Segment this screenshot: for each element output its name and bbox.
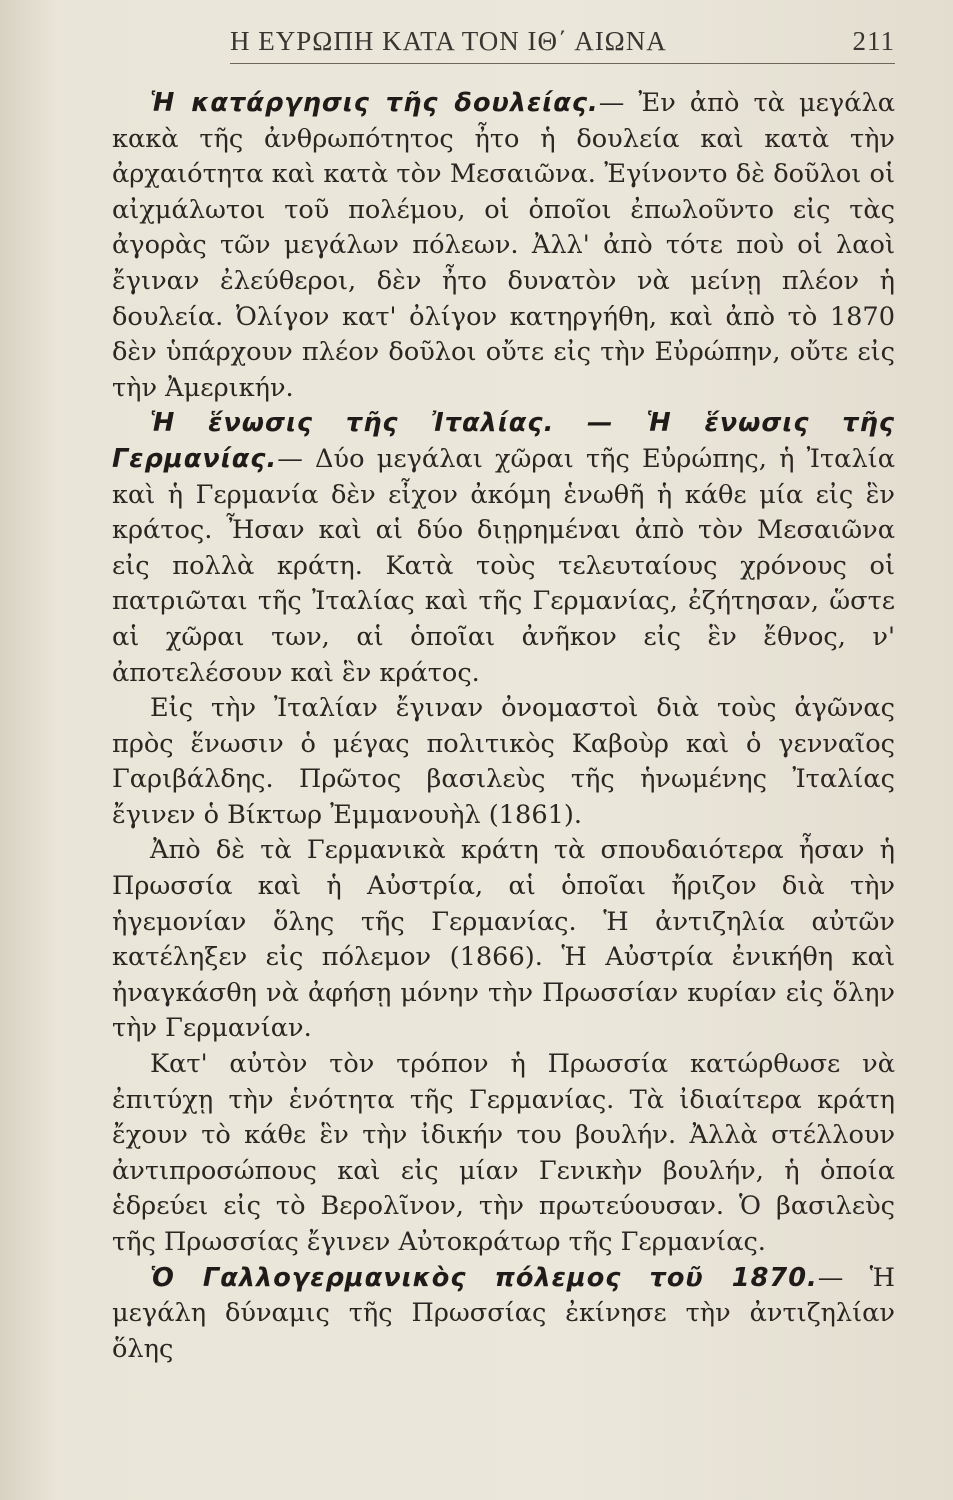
section-paragraph [112, 1261, 895, 1368]
running-header [230, 26, 895, 64]
paragraph: Εἰς τὴν Ἰταλίαν ἔγιναν ὀνομαστοὶ διὰ τοὺς ἀγῶνας πρὸς ἕνωσιν ὁ μέγας πολιτικὸς Καβοὺρ καὶ ὁ γενναῖος Γαριβάλδης. Πρῶτος βασιλεὺς τῆς ἡνωμένης Ἰταλίας ἔγινεν ὁ Βίκτωρ Ἐμμανουὴλ (1861). [112, 693, 895, 830]
section-text: — Ἐν ἀπὸ τὰ μεγάλα κακὰ τῆς ἀνθρωπότητος ἦτο ἡ δουλεία καὶ κατὰ τὴν ἀρχαιότητα καὶ κατὰ τὸν Μεσαιῶνα. Ἐγίνοντο δὲ δοῦλοι οἱ αἰχμάλωτοι τοῦ πολέμου, οἱ ὁποῖοι ἐπωλοῦντο εἰς τὰς ἀγορὰς τῶν μεγάλων πόλεων. Ἀλλ' ἀπὸ τότε ποὺ οἱ λαοὶ ἔγιναν ἐλεύθεροι, δὲν ἦτο δυνατὸν νὰ μείνῃ πλέον ἡ δουλεία. Ὀλίγον κατ' ὀλίγον κατηργήθη, καὶ ἀπὸ τὸ 1870 δὲν ὑπάρχουν πλέον δοῦλοι οὔτε εἰς τὴν Εὐρώπην, οὔτε εἰς τὴν Ἀμερικήν. [112, 88, 895, 403]
paragraph: Κατ' αὐτὸν τὸν τρόπον ἡ Πρωσσία κατώρθωσε νὰ ἐπιτύχῃ τὴν ἑνότητα τῆς Γερμανίας. Τὰ ἰδιαίτερα κράτη ἔχουν τὸ κάθε ἓν τὴν ἰδικήν του βουλήν. Ἀλλὰ στέλλουν ἀντιπροσώπους καὶ εἰς μίαν Γενικὴν βουλήν, ἡ ὁποία ἑδρεύει εἰς τὸ Βερολῖνον, τὴν πρωτεύουσαν. Ὁ βασιλεὺς τῆς Πρωσσίας ἔγινεν Αὐτοκράτωρ τῆς Γερμανίας. [112, 1049, 895, 1257]
running-title: Η ΕΥΡΩΠΗ ΚΑΤΑ ΤΟΝ ΙΘ΄ ΑΙΩΝΑ [230, 26, 667, 56]
paragraph: Ἀπὸ δὲ τὰ Γερμανικὰ κράτη τὰ σπουδαιότερα ἦσαν ἡ Πρωσσία καὶ ἡ Αὐστρία, αἱ ὁποῖαι ἤριζον διὰ τὴν ἡγεμονίαν ὅλης τῆς Γερμανίας. Ἡ ἀντιζηλία αὐτῶν κατέληξεν εἰς πόλεμον (1866). Ἡ Αὐστρία ἐνικήθη καὶ ἠναγκάσθη νὰ ἀφήσῃ μόνην τὴν Πρωσσίαν κυρίαν εἰς ὅλην τὴν Γερμανίαν. [112, 835, 895, 1044]
section-paragraph [112, 86, 895, 406]
page-body [112, 86, 895, 1367]
section-heading: Ὁ Γαλλογερμανικὸς πόλεμος τοῦ 1870. [150, 1262, 818, 1293]
section-heading: Ἡ ἕνωσις τῆς Ἰταλίας. — Ἡ ἕνωσις τῆς Γερμανίας. [112, 408, 895, 474]
section-text: — Δύο μεγάλαι χῶραι τῆς Εὐρώπης, ἡ Ἰταλία καὶ ἡ Γερμανία δὲν εἶχον ἀκόμη ἑνωθῆ ἡ κάθε μία εἰς ἓν κράτος. Ἦσαν καὶ αἱ δύο διῃρημέναι ἀπὸ τὸν Μεσαιῶνα εἰς πολλὰ κράτη. Κατὰ τοὺς τελευταίους χρόνους οἱ πατριῶται τῆς Ἰταλίας καὶ τῆς Γερμανίας, ἐζήτησαν, ὥστε αἱ χῶραι των, αἱ ὁποῖαι ἀνῆκον εἰς ἓν ἔθνος, ν' ἀποτελέσουν καὶ ἓν κράτος. [112, 443, 895, 688]
section-heading: Ἡ κατάργησις τῆς δουλείας. [150, 88, 599, 118]
section-paragraph [112, 406, 895, 691]
section-text: — Ἡ μεγάλη δύναμις τῆς Πρωσσίας ἐκίνησε τὴν ἀντιζηλίαν ὅλης [112, 1262, 895, 1364]
page-number: 211 [852, 26, 895, 56]
